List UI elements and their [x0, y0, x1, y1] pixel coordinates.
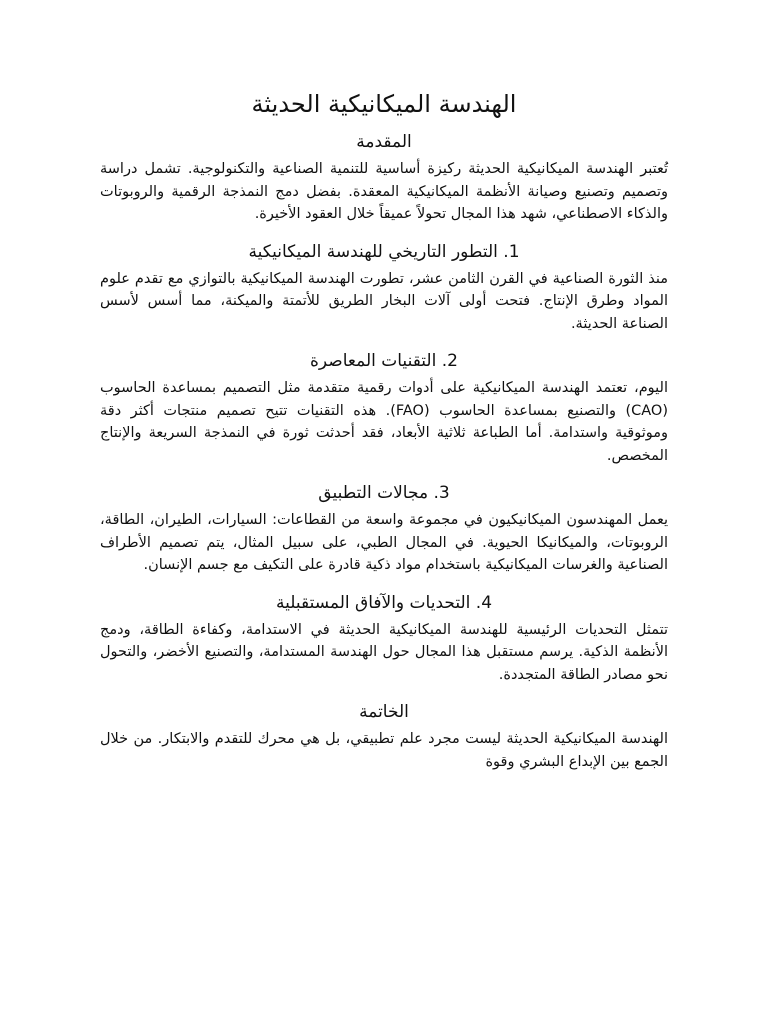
section-heading: الخاتمة — [359, 702, 409, 722]
section-heading: 3. مجالات التطبيق — [318, 483, 450, 503]
section-challenges — [100, 591, 668, 687]
section-paragraph: يعمل المهندسون الميكانيكيون في مجموعة واسعة من القطاعات: السيارات، الطيران، الطاقة، الروبوتات، والميكانيكا الحيوية. في المجال الطبي، على سبيل المثال، يتم تصميم الأطراف الصناعية والغرسات الميكانيكية باستخدام مواد ذكية قادرة على التكيف مع جسم الإنسان. — [100, 512, 668, 573]
section-paragraph: الهندسة الميكانيكية الحديثة ليست مجرد علم تطبيقي، بل هي محرك للتقدم والابتكار. من خلال الجمع بين الإبداع البشري وقوة — [100, 731, 668, 770]
section-paragraph: اليوم، تعتمد الهندسة الميكانيكية على أدوات رقمية متقدمة مثل التصميم بمساعدة الحاسوب (CAO) والتصنيع بمساعدة الحاسوب (FAO). هذه التقنيات تتيح تصميم منتجات أكثر دقة وموثوقية واستدامة. أما الطباعة ثلاثية الأبعاد، فقد أحدثت ثورة في النمذجة السريعة والإنتاج المخصص. — [100, 380, 668, 464]
section-heading: المقدمة — [356, 132, 412, 152]
section-paragraph: تتمثل التحديات الرئيسية للهندسة الميكانيكية الحديثة في الاستدامة، وكفاءة الطاقة، ودمج الأنظمة الذكية. يرسم مستقبل هذا المجال حول الهندسة المستدامة، والتصنيع الأخضر، والتحول نحو مصادر الطاقة المتجددة. — [100, 621, 668, 683]
section-paragraph: منذ الثورة الصناعية في القرن الثامن عشر، تطورت الهندسة الميكانيكية بالتوازي مع تقدم علوم المواد وطرق الإنتاج. فتحت أولى آلات البخار الطريق للأتمتة والميكنة، مما أسس لأسس الصناعة الحديثة. — [100, 270, 668, 332]
section-history — [100, 240, 668, 336]
document-title: الهندسة الميكانيكية الحديثة — [251, 90, 517, 118]
section-applications — [100, 481, 668, 577]
section-heading: 2. التقنيات المعاصرة — [310, 351, 458, 371]
section-paragraph: تُعتبر الهندسة الميكانيكية الحديثة ركيزة أساسية للتنمية الصناعية والتكنولوجية. تشمل دراسة وتصميم وتصنيع وصيانة الأنظمة الميكانيكية المعقدة. بفضل دمج النمذجة الرقمية والروبوتات والذكاء الاصطناعي، شهد هذا المجال تحولاً عميقاً خلال العقود الأخيرة. — [100, 161, 668, 222]
section-heading: 4. التحديات والآفاق المستقبلية — [275, 592, 493, 613]
section-introduction — [100, 130, 668, 226]
section-conclusion — [100, 700, 668, 773]
section-technologies — [100, 349, 668, 467]
section-heading: 1. التطور التاريخي للهندسة الميكانيكية — [248, 241, 520, 262]
